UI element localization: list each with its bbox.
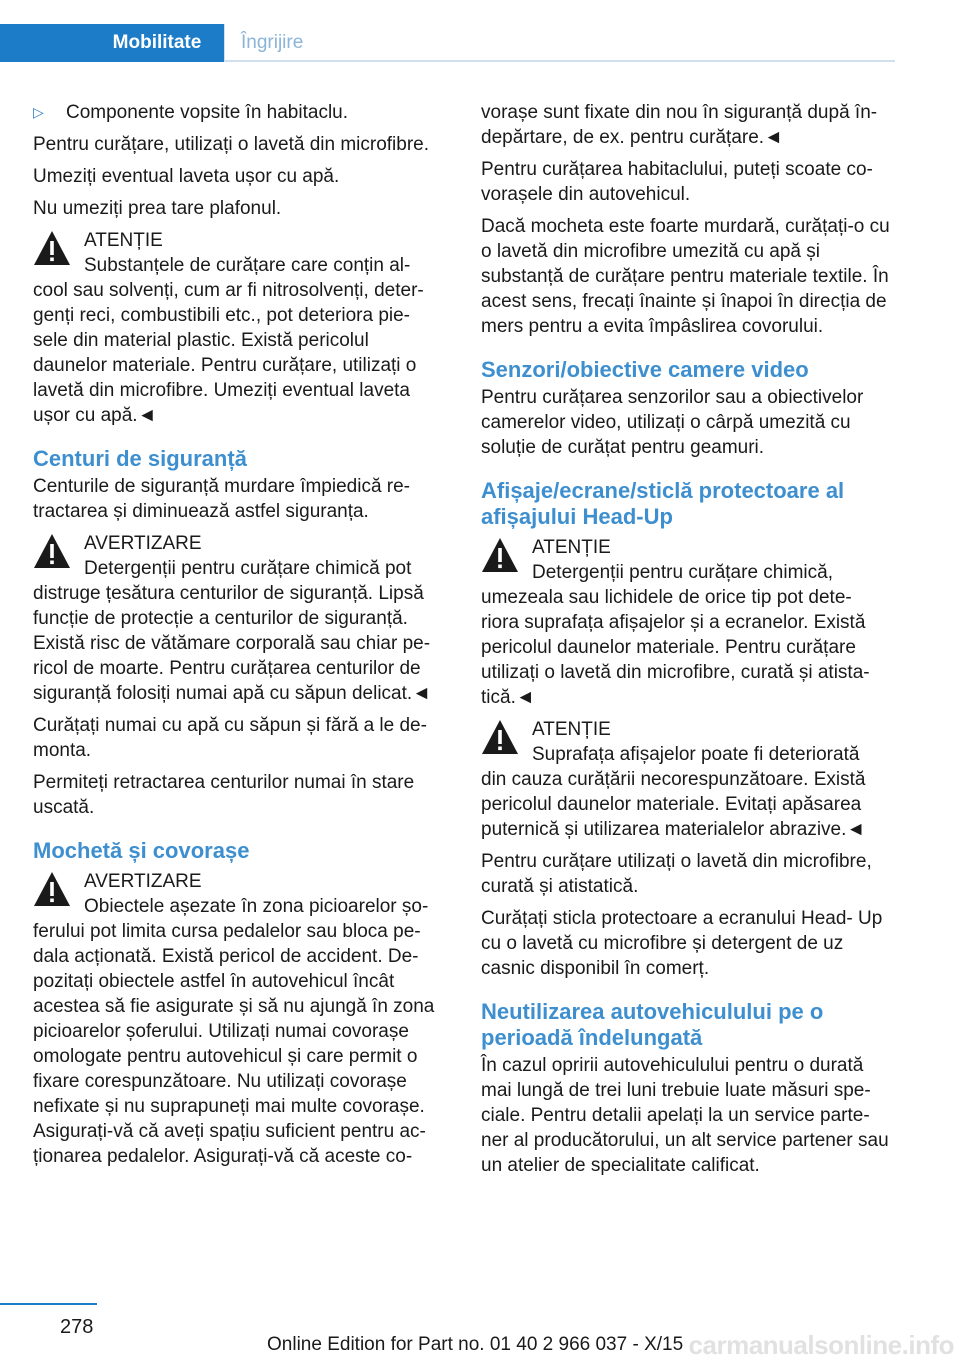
right-column [481,100,893,1185]
paragraph: Pentru curățare utilizați o lavetă din microfibre, curată și atistatică. [481,851,872,897]
paragraph: Curățați sticla protectoare a ecranului Head- Up cu o lavetă cu microfibre și detergent de uz casnic disponibil în comerț. [481,908,883,979]
warning-box [33,531,445,706]
paragraph: Umeziți eventual laveta ușor cu apă. [33,166,340,187]
warning-triangle-icon [481,537,519,573]
header-tabs [0,24,895,62]
warning-triangle-icon [481,719,519,755]
tab-ingrijire[interactable] [224,24,895,62]
warning-box [33,869,445,1169]
warning-text-rest: distruge țesătura centurilor de siguranță. Lipsă funcție de protecție a centurilor de siguranță. Există risc de vătămare corporală sau chiar pe- ricol de moarte. Pentru curățarea centurilor de siguranță folosiți numai apă cu săpun delicat.◄ [33,583,431,704]
caution-text-rest: umezeala sau lichidele de orice tip pot dete- riora suprafața afișajelor și a ecranelor. Există pericolul daunelor materiale. Pentru curățare utilizați o lavetă din microfibre, curată și atista- tică.◄ [481,587,870,708]
caution-box [481,535,893,710]
paragraph: Curățați numai cu apă cu săpun și fără a le de- monta. [33,715,427,761]
tab-underline [224,60,895,62]
warning-text-rest: ferului pot limita cursa pedalelor sau bloca pe- dala acționată. Există pericol de accident. De- pozitați obiectele astfel în autovehicul încât acestea să fie asigurate și să nu ajungă în zona picioarelor șoferului. Utilizați numai covorașe omologate pentru autovehicul și care permit o fixare corespunzătoare. Nu utilizați covorașe nefixate și nu suprapuneți mai multe covorașe. Asigurați-vă că aveți spațiu suficient pentru ac- ționarea pedalelor. Asigurați-vă că aceste co- [33,921,435,1167]
section-heading: Afișaje/ecrane/sticlă protectoare al afișajului Head-Up [481,478,845,529]
list-item-text: Componente vopsite în habitaclu. [66,102,349,123]
watermark: carmanualsonline.info [688,1330,954,1360]
tab-mobilitate[interactable] [0,24,224,62]
warning-triangle-icon [33,871,71,907]
caution-text [481,560,893,710]
paragraph: Dacă mocheta este foarte murdară, curățați-o cu o lavetă din microfibre umezită cu apă și substanță de curățare pentru materiale textile. În acest sens, frecați înainte și înapoi în direcția de mers pentru a evita împâslirea covorului. [481,216,890,337]
caution-title: ATENȚIE [532,537,611,558]
warning-title: AVERTIZARE [84,871,202,892]
paragraph: Nu umeziți prea tare plafonul. [33,198,282,219]
warning-title: AVERTIZARE [84,533,202,554]
paragraph: Pentru curățarea habitaclului, puteți scoate co- vorașele din autovehicul. [481,159,873,205]
caution-title: ATENȚIE [84,230,163,251]
caution-text-lead: Substanțele de curățare care conțin al- [84,255,411,276]
warning-triangle-icon [33,230,71,266]
caution-text-rest: din cauza curățării necorespunzătoare. Există pericolul daunelor materiale. Evitați apăsarea puternică și utilizarea materialelor abrazive.◄ [481,769,866,840]
caution-box [33,228,445,428]
caution-text [33,253,445,428]
warning-text [33,556,445,706]
left-column [33,100,445,1176]
paragraph: Centurile de siguranță murdare împiedică re- tractarea și diminuează astfel siguranța. [33,476,411,522]
tab-label: Îngrijire [241,32,304,53]
tab-label: Mobilitate [112,32,202,53]
caution-title: ATENȚIE [532,719,611,740]
warning-text [33,894,445,1169]
warning-triangle-icon [33,533,71,569]
paragraph: Pentru curățarea senzorilor sau a obiectivelor camerelor video, utilizați o cârpă umezită cu soluție de curățat pentru geamuri. [481,387,864,458]
caution-text [481,742,893,842]
caution-box [481,717,893,842]
warning-text-lead: Detergenții pentru curățare chimică pot [84,558,412,579]
caution-text-lead: Suprafața afișajelor poate fi deteriorată [532,744,860,765]
caution-text-lead: Detergenții pentru curățare chimică, [532,562,833,583]
paragraph: Pentru curățare, utilizați o lavetă din microfibre. [33,134,430,155]
paragraph: Permiteți retractarea centurilor numai în stare uscată. [33,772,415,818]
paragraph: În cazul opririi autovehiculului pentru o durată mai lungă de trei luni trebuie luate măsuri spe- ciale. Pentru detalii apelați la un service parte- ner al producătorului, un alt service partener sau un atelier de specialitate calificat. [481,1055,889,1176]
section-heading: Centuri de siguranță [33,446,247,471]
section-heading: Senzori/obiective camere video [481,357,809,382]
footer-rule [0,1303,97,1305]
section-heading: Neutilizarea autovehiculului pe o perioadă îndelungată [481,999,824,1050]
caution-text-rest: cool sau solvenți, cum ar fi nitrosolvenți, deter- genți reci, combustibili etc., pot deteriora pie- sele din material plastic. Există pericolul daunelor materiale. Pentru curățare, utilizați o lavetă din microfibre. Umeziți eventual laveta ușor cu apă.◄ [33,280,424,426]
section-heading: Mochetă și covorașe [33,838,250,863]
triangle-right-icon: ▷ [33,104,44,120]
paragraph: vorașe sunt fixate din nou în siguranță după în- depărtare, de ex. pentru curățare.◄ [481,102,878,148]
list-item [33,100,445,125]
page-number: 278 [60,1316,94,1338]
warning-text-lead: Obiectele așezate în zona picioarelor șo- [84,896,429,917]
tab-separator [224,24,225,60]
edition-note: Online Edition for Part no. 01 40 2 966 037 - X/15 [267,1334,684,1355]
